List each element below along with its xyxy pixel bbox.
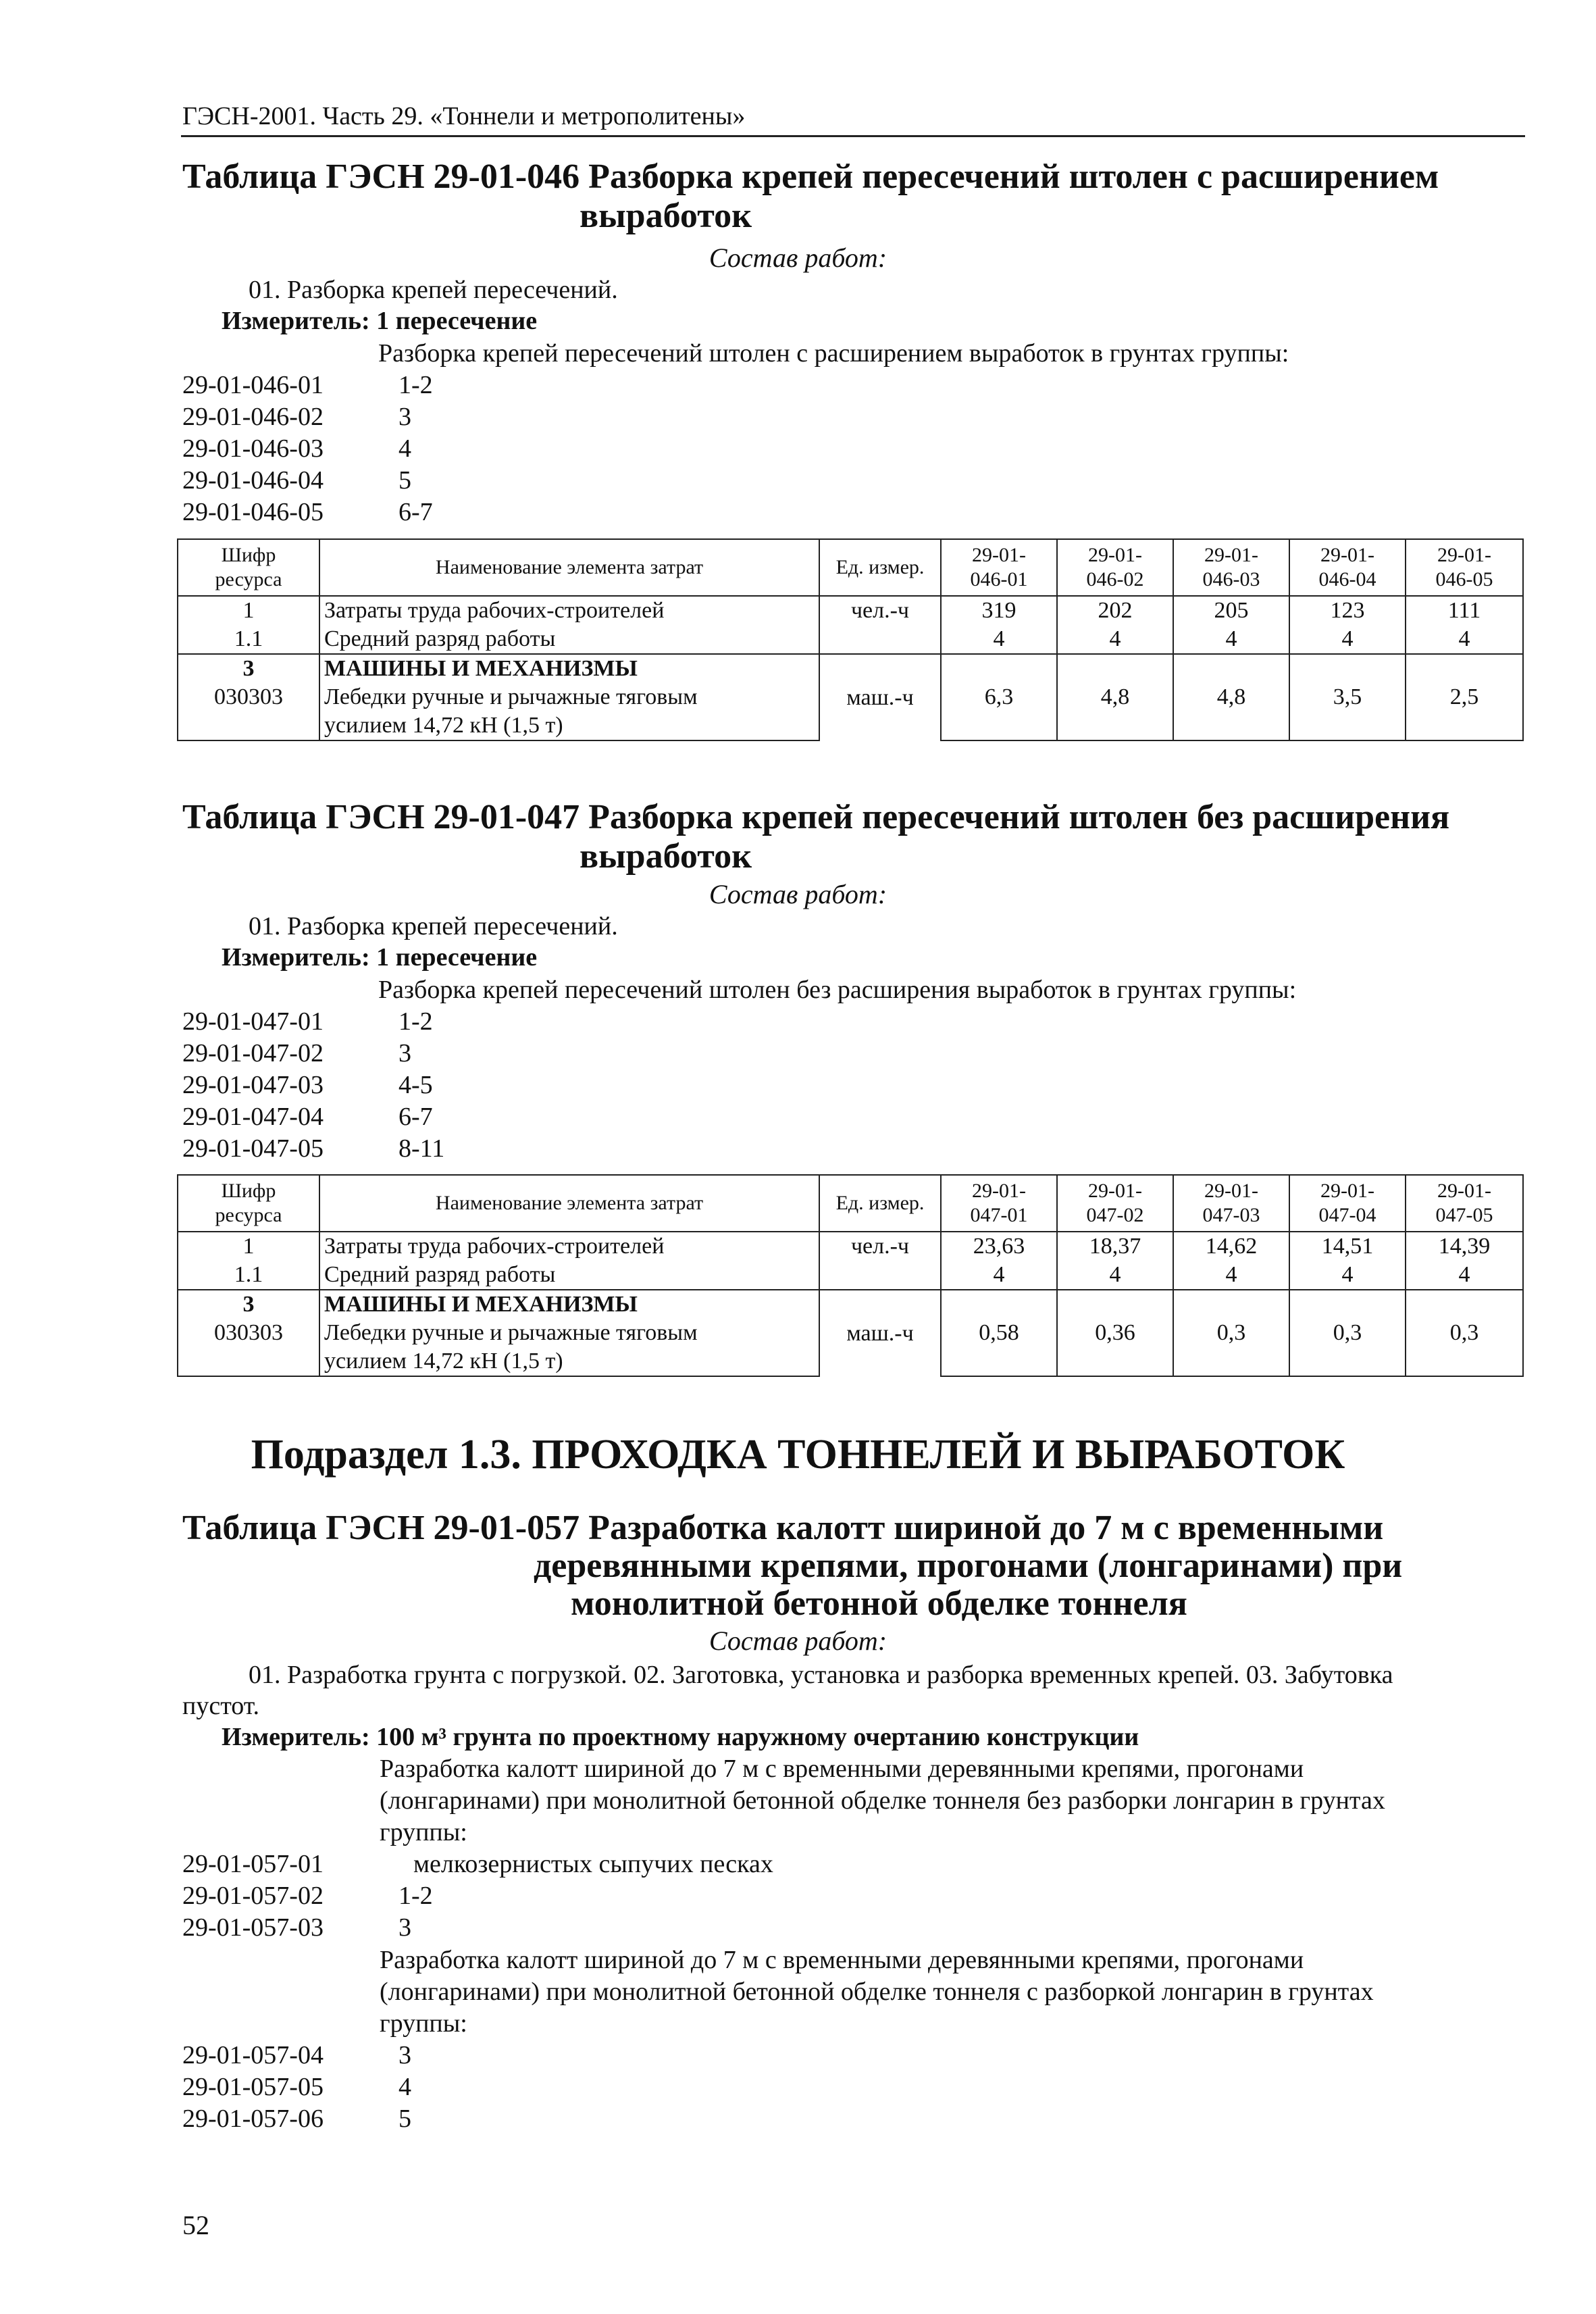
group-description-057-b-line1: Разработка калотт шириной до 7 м с временными деревянными крепями, прогонами [380, 1946, 1304, 1974]
list-item-value: 4-5 [398, 1071, 433, 1099]
cell-value: 3,5 [1289, 654, 1406, 740]
list-item-code: 29-01-047-05 [182, 1134, 324, 1163]
composition-label-047: Состав работ: [709, 879, 887, 909]
list-item [182, 1038, 444, 1070]
cell-code: 1.1 [178, 625, 319, 654]
list-item [182, 1101, 444, 1133]
cell-value: 4 [1057, 1261, 1173, 1290]
list-item [182, 1070, 444, 1101]
cell-name: МАШИНЫ И МЕХАНИЗМЫ [319, 654, 819, 683]
list-item-code: 29-01-046-03 [182, 434, 324, 463]
cell-value: 4 [1057, 625, 1173, 654]
header-unit: Ед. измер. [819, 539, 941, 596]
header-col: 29-01- 046-04 [1289, 539, 1406, 596]
group-description-046: Разборка крепей пересечений штолен с расширением выработок в грунтах группы: [378, 339, 1289, 368]
list-item-value: 6-7 [398, 498, 433, 526]
header-col: 29-01- 046-05 [1406, 539, 1523, 596]
table-row [178, 1232, 1523, 1261]
group-description-057-a-line2: (лонгаринами) при монолитной бетонной обделке тоннеля без разборки лонгарин в грунтах [380, 1786, 1385, 1815]
list-item [182, 465, 433, 497]
list-item [182, 1006, 444, 1038]
list-item-code: 29-01-046-04 [182, 466, 324, 495]
table-row [178, 625, 1523, 654]
table-title-046-line1: Таблица ГЭСН 29-01-046 Разборка крепей пересечений штолен с расширением [182, 157, 1439, 196]
list-item-value: 4 [398, 2073, 411, 2101]
work-description-057-line2: пустот. [182, 1692, 260, 1720]
cell-value: 205 [1173, 596, 1289, 625]
work-description-057-line1: 01. Разработка грунта с погрузкой. 02. Заготовка, установка и разборка временных крепей. 03. Забутовка [249, 1661, 1393, 1689]
cell-value: 0,3 [1173, 1290, 1289, 1376]
header-rule [181, 135, 1525, 137]
running-header: ГЭСН-2001. Часть 29. «Тоннели и метрополитены» [182, 102, 746, 130]
list-item-code: 29-01-047-04 [182, 1103, 324, 1131]
group-description-047: Разборка крепей пересечений штолен без расширения выработок в грунтах группы: [378, 976, 1297, 1004]
cell-value: 0,3 [1289, 1290, 1406, 1376]
list-item-code: 29-01-057-05 [182, 2073, 324, 2101]
group-description-057-b-line3: группы: [380, 2009, 467, 2038]
cell-value: 6,3 [941, 654, 1057, 740]
subsection-heading: Подраздел 1.3. ПРОХОДКА ТОННЕЛЕЙ И ВЫРАБОТОК [251, 1432, 1345, 1478]
cell-value: 14,51 [1289, 1232, 1406, 1261]
list-item-code: 29-01-047-01 [182, 1007, 324, 1036]
table-title-057-line1: Таблица ГЭСН 29-01-057 Разработка калотт шириной до 7 м с временными [182, 1509, 1384, 1547]
cell-value: 18,37 [1057, 1232, 1173, 1261]
header-unit: Ед. измер. [819, 1175, 941, 1232]
cell-value: 319 [941, 596, 1057, 625]
composition-label-046: Состав работ: [709, 243, 887, 273]
header-col: 29-01- 047-04 [1289, 1175, 1406, 1232]
table-title-046-line2: выработок [580, 197, 752, 235]
work-description-047: 01. Разборка крепей пересечений. [249, 912, 618, 940]
cell-value: 23,63 [941, 1232, 1057, 1261]
cell-value: 4 [1406, 625, 1523, 654]
list-item-code: 29-01-057-01 [182, 1850, 324, 1878]
list-item-value: 6-7 [398, 1103, 433, 1131]
table-title-057-line3: монолитной бетонной обделке тоннеля [571, 1584, 1187, 1623]
cell-value: 4 [1406, 1261, 1523, 1290]
header-col: 29-01- 046-03 [1173, 539, 1289, 596]
cell-name: Средний разряд работы [319, 625, 819, 654]
work-description-046: 01. Разборка крепей пересечений. [249, 276, 618, 304]
list-item [182, 1848, 773, 1880]
header-col: 29-01- 046-02 [1057, 539, 1173, 596]
table-row [178, 654, 1523, 683]
measure-047: Измеритель: 1 пересечение [222, 943, 538, 972]
list-item [182, 1880, 773, 1912]
table-row [178, 1290, 1523, 1319]
cell-code: 1 [178, 1232, 319, 1261]
list-item-value: 8-11 [398, 1134, 445, 1163]
list-item-value: мелкозернистых сыпучих песках [413, 1850, 773, 1878]
list-item-code: 29-01-046-01 [182, 371, 324, 399]
cell-code: 3 [178, 654, 319, 683]
header-col: 29-01- 047-01 [941, 1175, 1057, 1232]
cell-code: 1.1 [178, 1261, 319, 1290]
resource-table-046 [177, 538, 1524, 741]
list-item-value: 1-2 [398, 1882, 433, 1910]
cell-name: Лебедки ручные и рычажные тяговым усилием 14,72 кН (1,5 т) [319, 1319, 819, 1376]
list-item [182, 2071, 411, 2103]
list-item [182, 1912, 773, 1944]
code-list-046 [182, 370, 433, 528]
list-item-value: 3 [398, 403, 411, 431]
list-item [182, 370, 433, 401]
cell-value: 2,5 [1406, 654, 1523, 740]
cell-value: 0,36 [1057, 1290, 1173, 1376]
cell-unit [819, 625, 941, 654]
cell-value: 0,3 [1406, 1290, 1523, 1376]
list-item-value: 5 [398, 2105, 411, 2133]
cell-value: 14,39 [1406, 1232, 1523, 1261]
code-list-057-a [182, 1848, 773, 1944]
group-description-057-b-line2: (лонгаринами) при монолитной бетонной обделке тоннеля с разборкой лонгарин в грунтах [380, 1978, 1374, 2006]
page-number: 52 [182, 2210, 209, 2240]
measure-046: Измеритель: 1 пересечение [222, 307, 538, 335]
list-item-value: 3 [398, 1039, 411, 1067]
code-list-047 [182, 1006, 444, 1165]
cell-code: 030303 [178, 1319, 319, 1376]
table-title-057-line2: деревянными крепями, прогонами (лонгаринами) при [534, 1546, 1403, 1585]
table-title-047-line2: выработок [580, 837, 752, 876]
code-list-057-b [182, 2040, 411, 2135]
cell-name: Лебедки ручные и рычажные тяговым усилием 14,72 кН (1,5 т) [319, 683, 819, 740]
cell-value: 4 [1173, 625, 1289, 654]
composition-label-057: Состав работ: [709, 1626, 887, 1656]
header-col: 29-01- 047-02 [1057, 1175, 1173, 1232]
list-item-value: 3 [398, 2041, 411, 2069]
cell-value: 4 [1289, 1261, 1406, 1290]
table-row [178, 1261, 1523, 1290]
list-item [182, 2040, 411, 2071]
list-item-code: 29-01-047-03 [182, 1071, 324, 1099]
cell-unit [819, 1261, 941, 1290]
header-code: Шифр ресурса [178, 1175, 319, 1232]
cell-unit: маш.-ч [819, 654, 941, 740]
cell-value: 4 [941, 625, 1057, 654]
cell-name: Затраты труда рабочих-строителей [319, 596, 819, 625]
group-description-057-a-line3: группы: [380, 1818, 467, 1846]
list-item-code: 29-01-057-06 [182, 2105, 324, 2133]
table-header-row [178, 1175, 1523, 1232]
cell-unit: чел.-ч [819, 596, 941, 625]
resource-table-047 [177, 1174, 1524, 1377]
header-col: 29-01- 047-05 [1406, 1175, 1523, 1232]
list-item [182, 497, 433, 528]
list-item [182, 401, 433, 433]
list-item-value: 5 [398, 466, 411, 495]
group-description-057-a-line1: Разработка калотт шириной до 7 м с временными деревянными крепями, прогонами [380, 1755, 1304, 1783]
cell-name: Средний разряд работы [319, 1261, 819, 1290]
cell-unit: чел.-ч [819, 1232, 941, 1261]
header-col: 29-01- 046-01 [941, 539, 1057, 596]
cell-value: 4 [1289, 625, 1406, 654]
cell-value: 14,62 [1173, 1232, 1289, 1261]
table-header-row [178, 539, 1523, 596]
list-item [182, 433, 433, 465]
list-item-code: 29-01-057-03 [182, 1913, 324, 1942]
cell-code: 3 [178, 1290, 319, 1319]
header-code: Шифр ресурса [178, 539, 319, 596]
list-item-value: 1-2 [398, 1007, 433, 1036]
cell-unit: маш.-ч [819, 1290, 941, 1376]
cell-code: 1 [178, 596, 319, 625]
header-name: Наименование элемента затрат [319, 539, 819, 596]
list-item-value: 3 [398, 1913, 411, 1942]
cell-value: 4,8 [1173, 654, 1289, 740]
cell-value: 0,58 [941, 1290, 1057, 1376]
measure-057: Измеритель: 100 м³ грунта по проектному наружному очертанию конструкции [222, 1723, 1139, 1751]
list-item-code: 29-01-057-02 [182, 1882, 324, 1910]
list-item-code: 29-01-046-05 [182, 498, 324, 526]
list-item-code: 29-01-046-02 [182, 403, 324, 431]
header-name: Наименование элемента затрат [319, 1175, 819, 1232]
list-item-value: 4 [398, 434, 411, 463]
cell-value: 202 [1057, 596, 1173, 625]
header-col: 29-01- 047-03 [1173, 1175, 1289, 1232]
cell-value: 111 [1406, 596, 1523, 625]
list-item [182, 1133, 444, 1165]
cell-name: МАШИНЫ И МЕХАНИЗМЫ [319, 1290, 819, 1319]
cell-value: 4,8 [1057, 654, 1173, 740]
cell-value: 4 [1173, 1261, 1289, 1290]
list-item-code: 29-01-057-04 [182, 2041, 324, 2069]
cell-value: 4 [941, 1261, 1057, 1290]
list-item-code: 29-01-047-02 [182, 1039, 324, 1067]
list-item [182, 2103, 411, 2135]
table-title-047-line1: Таблица ГЭСН 29-01-047 Разборка крепей пересечений штолен без расширения [182, 798, 1450, 836]
list-item-value: 1-2 [398, 371, 433, 399]
table-row [178, 596, 1523, 625]
cell-name: Затраты труда рабочих-строителей [319, 1232, 819, 1261]
cell-code: 030303 [178, 683, 319, 740]
cell-value: 123 [1289, 596, 1406, 625]
